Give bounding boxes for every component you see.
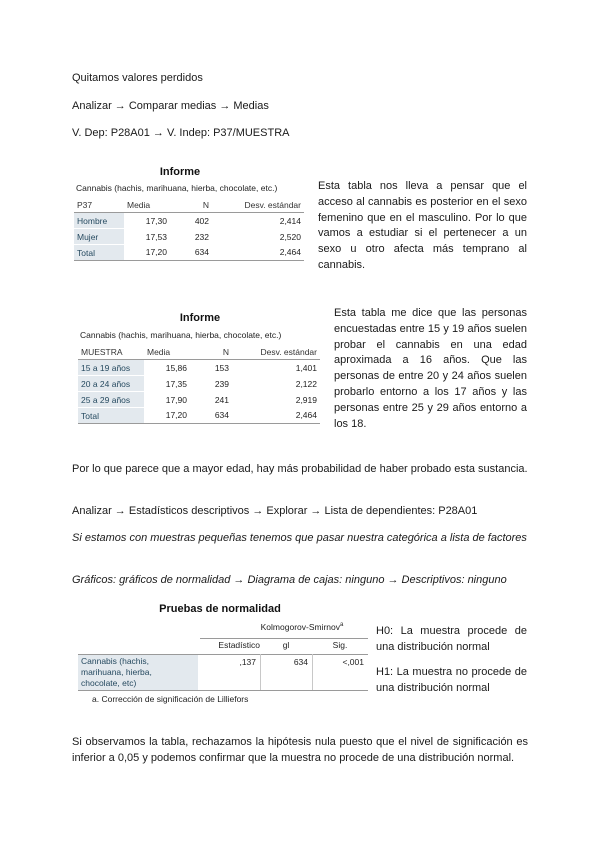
table1-header: P37 — [74, 197, 124, 213]
cell: 634 — [170, 245, 212, 261]
table3-group-header — [236, 622, 368, 632]
table-row — [78, 392, 320, 408]
table-row — [74, 229, 304, 245]
table3-group-divider — [200, 638, 368, 639]
intro-line-1: Quitamos valores perdidos — [72, 72, 203, 84]
table-row — [78, 360, 320, 376]
paragraph-graphs: Gráficos: gráficos de normalidad → Diagrama de cajas: ninguno → Descriptivos: ninguno — [72, 574, 507, 586]
conclusion-paragraph: Si observamos la tabla, rechazamos la hipótesis nula puesto que el nivel de significación es inferior a 0,05 y podemos confirmar que la muestra no procede de una distribución normal. — [72, 736, 528, 764]
table3-group-header-text: Kolmogorov-Smirnov — [260, 622, 341, 632]
cell: 17,53 — [145, 231, 167, 242]
table1-subtitle: Cannabis (hachis, marihuana, hierba, chocolate, etc.) — [76, 183, 278, 193]
intro-line-2: Analizar → Comparar medias → Medias — [72, 100, 269, 112]
table2-header-row — [78, 344, 320, 360]
table3-header: gl — [282, 640, 290, 650]
table1-header: N — [170, 197, 212, 213]
cell: 2,919 — [295, 394, 317, 405]
table-row — [78, 408, 320, 424]
table2 — [78, 344, 320, 424]
cell: 402 — [194, 215, 209, 226]
row-label-line: marihuana, hierba, — [81, 667, 152, 677]
cell: 232 — [194, 231, 209, 242]
cell: 2,414 — [279, 215, 301, 226]
row-label-line: chocolate, etc) — [81, 678, 137, 688]
table2-header: Desv. estándar — [232, 344, 320, 360]
row-label: 20 a 24 años — [78, 376, 144, 392]
table1-header: Media — [124, 197, 170, 213]
cell: 17,20 — [144, 408, 190, 424]
cell: 17,35 — [165, 378, 187, 389]
table2-subtitle: Cannabis (hachis, marihuana, hierba, chocolate, etc.) — [80, 330, 282, 340]
table-row — [74, 213, 304, 229]
table1-title: Informe — [159, 166, 201, 178]
table1-comment: Esta tabla nos lleva a pensar que el acceso al cannabis es posterior en el sexo femenino que en el masculino. Por lo que vamos a estudiar si el pertenecer a un sexo u otro afecta más temprano al cannabis. — [318, 180, 527, 271]
hypothesis-h1: H1: La muestra no procede de una distribución normal — [376, 666, 527, 694]
table1-header-row — [74, 197, 304, 213]
table1 — [74, 197, 304, 261]
table3-header: Estadístico — [218, 640, 260, 650]
cell: 241 — [214, 394, 229, 405]
cell: <,001 — [342, 657, 364, 667]
row-label: 25 a 29 años — [78, 392, 144, 408]
table3-title: Pruebas de normalidad — [159, 603, 281, 615]
table1-header: Desv. estándar — [212, 197, 304, 213]
table2-header: N — [190, 344, 232, 360]
row-label: Total — [78, 408, 144, 424]
table3 — [78, 620, 368, 692]
intro-line-3: V. Dep: P28A01 → V. Indep: P37/MUESTRA — [72, 127, 290, 139]
cell: 17,90 — [165, 394, 187, 405]
row-label: Hombre — [74, 213, 124, 229]
table3-group-sup: a — [340, 622, 344, 629]
row-label: 15 a 19 años — [78, 360, 144, 376]
cell: 2,122 — [295, 378, 317, 389]
cell: 17,20 — [124, 245, 170, 261]
table3-bottom-border — [78, 690, 368, 691]
table3-footnote: a. Corrección de significación de Lilliefors — [92, 694, 249, 704]
cell: 2,520 — [279, 231, 301, 242]
cell: 17,30 — [145, 215, 167, 226]
cell: 634 — [293, 657, 308, 667]
row-label: Mujer — [74, 229, 124, 245]
row-label-line: Cannabis (hachis, — [81, 656, 150, 666]
cell: 2,464 — [212, 245, 304, 261]
paragraph-small-samples: Si estamos con muestras pequeñas tenemos que pasar nuestra categórica a lista de factores — [72, 532, 527, 544]
table2-comment: Esta tabla me dice que las personas encuestadas entre 15 y 19 años suelen probar el cannabis en una edad aproximada a 16 años. Que las personas de entre 20 y 24 años suelen probarlo entorno a los 17 años y las personas entre 25 y 29 años entorno a los 18. — [334, 307, 527, 430]
table3-header: Sig. — [332, 640, 348, 650]
row-label: Total — [74, 245, 124, 261]
cell: 634 — [190, 408, 232, 424]
table2-title: Informe — [179, 312, 221, 324]
paragraph-explore: Analizar → Estadísticos descriptivos → Explorar → Lista de dependientes: P28A01 — [72, 505, 478, 517]
cell: 15,86 — [165, 362, 187, 373]
hypothesis-h0: H0: La muestra procede de una distribución normal — [376, 625, 527, 653]
cell: 2,464 — [232, 408, 320, 424]
cell: ,137 — [239, 657, 256, 667]
cell: 239 — [214, 378, 229, 389]
cell: 153 — [214, 362, 229, 373]
table2-header: MUESTRA — [78, 344, 144, 360]
paragraph-age: Por lo que parece que a mayor edad, hay más probabilidad de haber probado esta sustancia. — [72, 463, 528, 475]
row-label — [78, 655, 198, 690]
table2-header: Media — [144, 344, 190, 360]
table-row — [74, 245, 304, 261]
cell: 1,401 — [295, 362, 317, 373]
table-row — [78, 376, 320, 392]
